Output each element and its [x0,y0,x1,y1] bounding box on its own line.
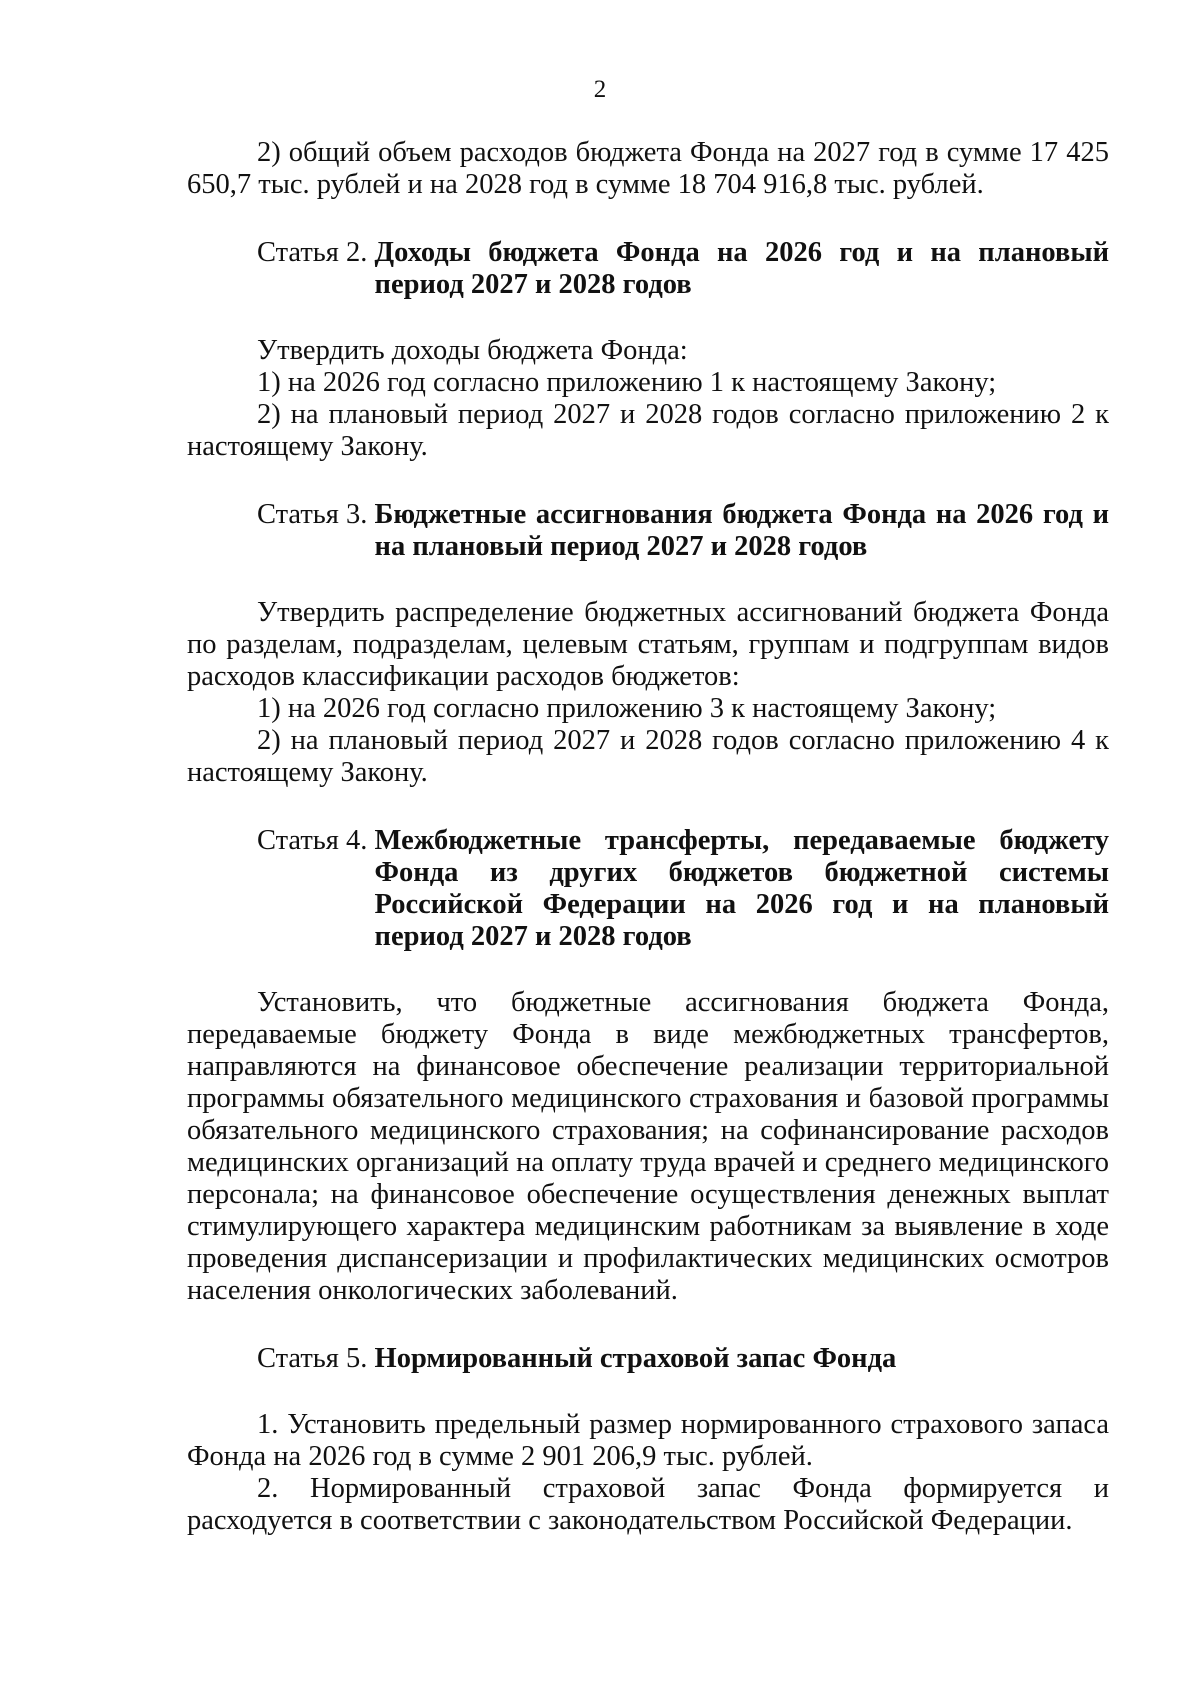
article-4-title: Межбюджетные трансферты, передаваемые бюджету Фонда из других бюджетов бюджетной системы Российской Федерации на 2026 год и на плановый период 2027 и 2028 годов [374,825,1109,952]
article-2-lead: Утвердить доходы бюджета Фонда: [257,335,688,366]
article-5-label: Статья 5. [257,1343,375,1374]
article1-item-2: 2) общий объем расходов бюджета Фонда на 2027 год в сумме 17 425 650,7 тыс. рублей и на 2028 год в сумме 18 704 916,8 тыс. рублей. [187,137,1109,200]
article-5-heading [187,1343,1109,1375]
page-number: 2 [593,76,607,103]
article-5-title: Нормированный страховой запас Фонда [374,1343,897,1374]
article-3-item-2: 2) на плановый период 2027 и 2028 годов согласно приложению 4 к настоящему Закону. [187,725,1109,788]
document-body [187,137,1109,1537]
article-2-item-1: 1) на 2026 год согласно приложению 1 к настоящему Закону; [257,367,997,398]
article-2-heading [187,237,1109,301]
article-4-heading [187,825,1109,953]
article-2-item-2: 2) на плановый период 2027 и 2028 годов согласно приложению 2 к настоящему Закону. [187,399,1109,462]
article-2-title: Доходы бюджета Фонда на 2026 год и на плановый период 2027 и 2028 годов [374,237,1109,300]
article-3-label: Статья 3. [257,499,375,530]
article-4-text: Установить, что бюджетные ассигнования бюджета Фонда, передаваемые бюджету Фонда в виде межбюджетных трансфертов, направляются на финансовое обеспечение реализации территориальной программы обязательного медицинского страхования и базовой программы обязательного медицинского страхования; на софинансирование расходов медицинских организаций на оплату труда врачей и среднего медицинского персонала; на финансовое обеспечение осуществления денежных выплат стимулирующего характера медицинским работникам за выявление в ходе проведения диспансеризации и профилактических медицинских осмотров населения онкологических заболеваний. [187,987,1109,1306]
article-3-heading [187,499,1109,563]
article-2-label: Статья 2. [257,237,375,268]
article-3-lead: Утвердить распределение бюджетных ассигнований бюджета Фонда по разделам, подразделам, целевым статьям, группам и подгруппам видов расходов классификации расходов бюджетов: [187,597,1109,692]
article-3-item-1: 1) на 2026 год согласно приложению 3 к настоящему Закону; [257,693,997,724]
article-5-item-2: 2. Нормированный страховой запас Фонда формируется и расходуется в соответствии с законодательством Российской Федерации. [187,1473,1109,1536]
article-4-label: Статья 4. [257,825,375,856]
article-5-item-1: 1. Установить предельный размер нормированного страхового запаса Фонда на 2026 год в сумме 2 901 206,9 тыс. рублей. [187,1409,1109,1472]
article-3-title: Бюджетные ассигнования бюджета Фонда на 2026 год и на плановый период 2027 и 2028 годов [374,499,1109,562]
